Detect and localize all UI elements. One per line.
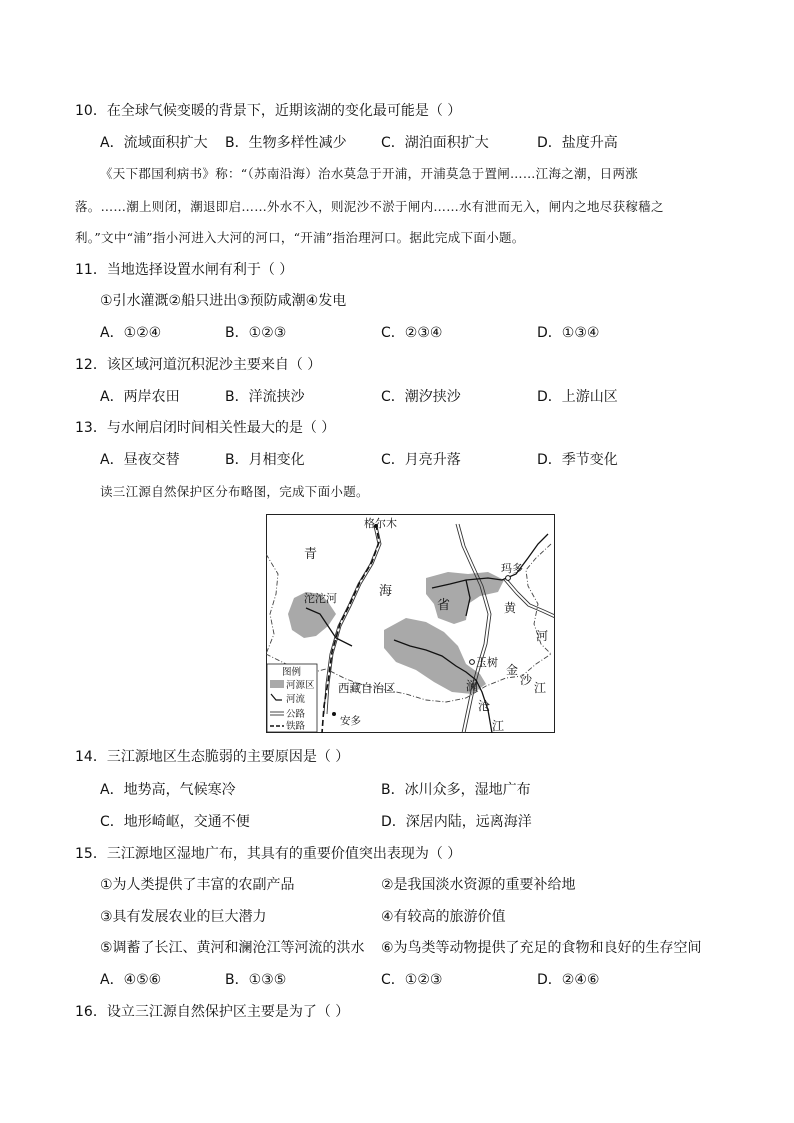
q15-item-5: ⑤调蓄了长江、黄河和澜沧江等河流的洪水 [100,940,365,956]
label-lan: 澜 [466,679,479,693]
label-hai: 海 [379,584,393,599]
q10-option-c: C．湖泊面积扩大 [381,135,489,151]
label-anduo: 安多 [340,715,361,727]
label-jiang2: 江 [492,719,505,733]
question-10-stem: 10．在全球气候变暖的背景下，近期该湖的变化最可能是（ ） [75,103,462,119]
legend-road: 公路 [286,709,306,720]
map-legend [267,664,317,732]
q15-item-4: ④有较高的旅游价值 [381,909,506,925]
passage-1-line-2: 落。……潮上则闭，潮退即启……外水不入，则泥沙不淤于闸内……水有泄而无入，闸内之地尽获稼穑之 [75,199,664,214]
q14-option-d: D．深居内陆，远离海洋 [381,814,532,830]
question-15-stem: 15．三江源地区湿地广布，其具有的重要价值突出表现为（ ） [75,846,462,862]
q11-option-b: B．①②③ [225,325,287,341]
legend-rail: 铁路 [286,721,306,732]
legend-source-swatch [270,680,284,688]
question-12-stem: 12．该区域河道沉积泥沙主要来自（ ） [75,357,322,373]
q13-option-a: A．昼夜交替 [100,452,180,468]
sanjiangyuan-map [266,514,555,733]
label-he: 河 [536,629,549,643]
q11-option-c: C．②③④ [381,325,443,341]
label-yushu: 玉树 [476,656,498,669]
label-cang: 沧 [478,699,491,713]
question-14-stem: 14．三江源地区生态脆弱的主要原因是（ ） [75,749,350,765]
q13-option-c: C．月亮升落 [381,452,461,468]
label-tibet: 西藏自治区 [338,681,396,695]
maduo-marker [506,576,511,581]
label-sheng: 省 [437,598,451,613]
passage-1-line-1: 《天下郡国利病书》称：“（苏南沿海）治水莫急于开浦，开浦莫急于置闸……江海之潮，日两涨 [100,166,639,181]
q15-option-b: B．①③⑤ [225,972,287,988]
q10-option-a: A．流域面积扩大 [100,135,208,151]
label-qing: 青 [304,547,318,562]
q14-option-a: A．地势高，气候寒冷 [100,782,236,798]
q15-item-3: ③具有发展农业的巨大潜力 [100,909,267,925]
q13-option-d: D．季节变化 [537,452,618,468]
label-jiang1: 江 [534,681,547,695]
label-maduo: 玛多 [501,562,523,575]
label-tuotuo: 沱沱河 [304,592,337,605]
question-16-stem: 16．设立三江源自然保护区主要是为了（ ） [75,1004,350,1020]
legend-river: 河流 [286,694,306,705]
legend-source: 河源区 [286,680,315,691]
q11-items: ①引水灌溉②船只进出③预防咸潮④发电 [100,293,347,309]
q13-option-b: B．月相变化 [225,452,305,468]
passage-1-line-3: 利。”文中“浦”指小河进入大河的河口，“开浦”指治理河口。据此完成下面小题。 [75,230,525,245]
q15-option-d: D．②④⑥ [537,972,600,988]
label-huang: 黄 [504,601,517,615]
q10-option-b: B．生物多样性减少 [225,135,347,151]
q10-option-d: D．盐度升高 [537,135,618,151]
q15-option-a: A．④⑤⑥ [100,972,162,988]
q12-option-a: A．两岸农田 [100,389,180,405]
q15-item-2: ②是我国淡水资源的重要补给地 [381,877,576,893]
legend-title: 图例 [282,667,302,678]
q11-option-a: A．①②④ [100,325,162,341]
question-13-stem: 13．与水闸启闭时间相关性最大的是（ ） [75,420,336,436]
yushu-marker [470,660,475,665]
passage-2: 读三江源自然保护区分布略图，完成下面小题。 [100,484,369,499]
q15-item-1: ①为人类提供了丰富的农副产品 [100,877,295,893]
label-golmud: 格尔木 [364,517,397,530]
q15-option-c: C．①②③ [381,972,443,988]
q12-option-c: C．潮汐挟沙 [381,389,461,405]
q15-item-6: ⑥为鸟类等动物提供了充足的食物和良好的生存空间 [381,940,702,956]
label-sha: 沙 [520,673,533,687]
question-11-stem: 11．当地选择设置水闸有利于（ ） [75,262,294,278]
q14-option-b: B．冰川众多，湿地广布 [381,782,531,798]
label-jin: 金 [506,663,519,677]
q11-option-d: D．①③④ [537,325,600,341]
q14-option-c: C．地形崎岖，交通不便 [100,814,250,830]
q12-option-b: B．洋流挟沙 [225,389,305,405]
q12-option-d: D．上游山区 [537,389,618,405]
anduo-marker [332,712,336,716]
